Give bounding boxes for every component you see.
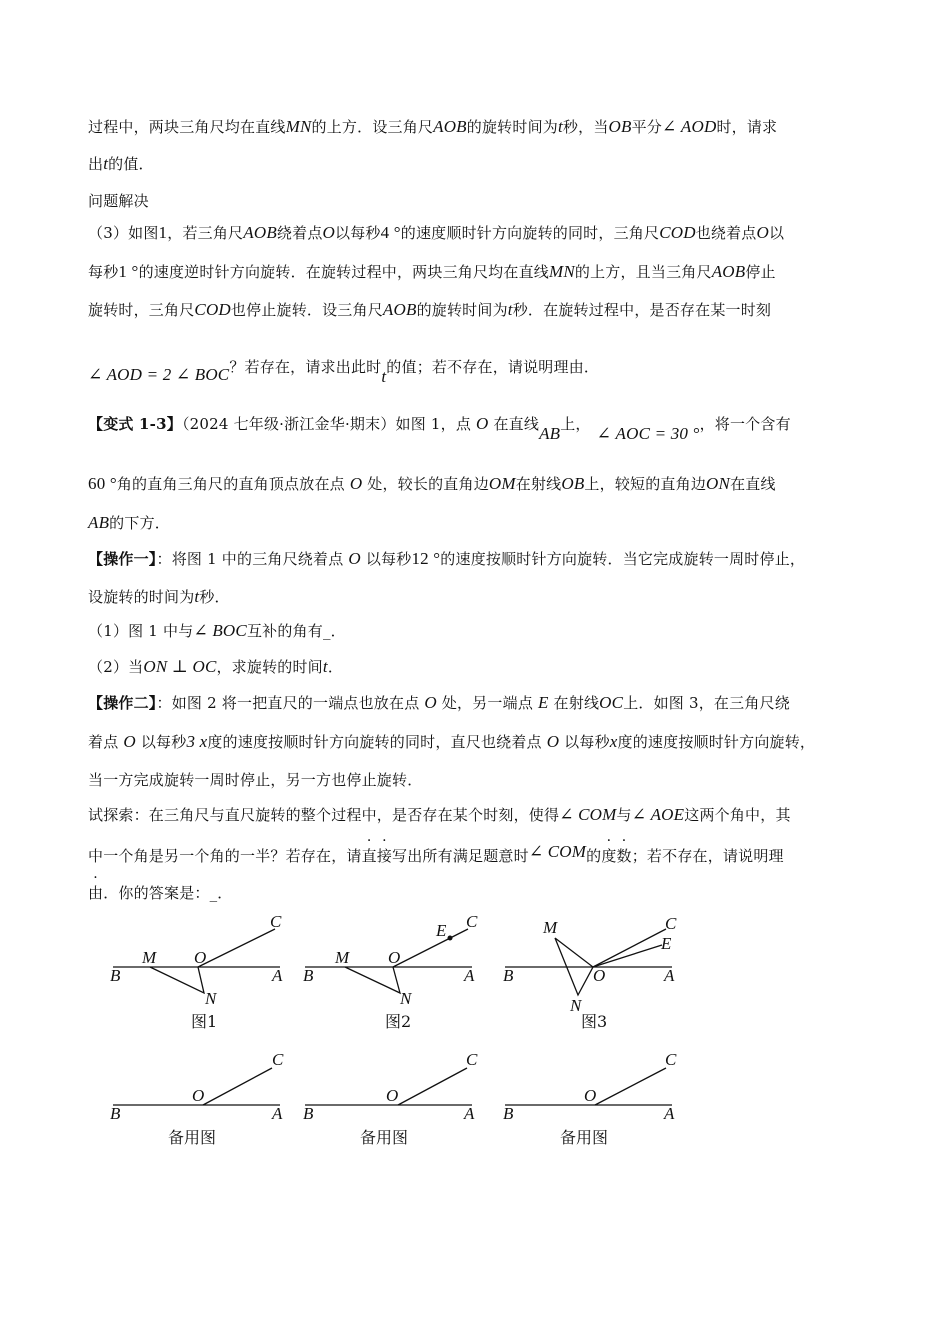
math-degree: 60 ° (88, 474, 117, 493)
caption-figure-3: 图3 (581, 1012, 608, 1031)
operation-tag: 【操作一】 (88, 550, 157, 568)
label-O: O (192, 1086, 205, 1105)
label-N: N (400, 989, 412, 1008)
math-O: O (476, 414, 489, 433)
math-O: O (322, 223, 336, 242)
label-M: M (335, 948, 350, 967)
text: 的上方，且当三角尺 (574, 263, 712, 281)
label-M: M (142, 948, 157, 967)
text: 平分 (631, 118, 662, 136)
text: 的速度按顺时针方向旋转．当它完成旋转一周时停止， (440, 550, 806, 568)
operation-2-line-3: 当一方完成旋转一周时停止，另一方也停止旋转． (88, 771, 423, 789)
text: 处，另一端点 (436, 694, 538, 712)
text: 这两个角中，其 (684, 806, 791, 824)
text: 的上方．设三角尺 (311, 118, 434, 136)
triangle-MON (150, 967, 204, 993)
math-OM: OM (488, 474, 516, 493)
operation-1-line-2 (88, 586, 230, 607)
label-B: B (303, 966, 314, 985)
label-O: O (593, 966, 606, 985)
label-A: A (464, 1104, 475, 1123)
text: 与 (616, 806, 632, 824)
math-degree: 12 ° (411, 549, 441, 568)
math-AB: AB (88, 513, 110, 532)
text: 试探索：在三角尺与直尺旋转的整个过程中，是否存在某个时刻，使得 (88, 806, 560, 824)
label-C: C (270, 912, 282, 931)
text: 写出所有满足题意时 (392, 847, 529, 865)
label-N: N (205, 989, 217, 1008)
math-MN: MN (548, 262, 575, 281)
text: 时，请求 (716, 118, 778, 136)
math-E: E (538, 693, 549, 712)
text: 上．如图 3，在三角尺绕 (623, 694, 790, 712)
math-O: O (756, 223, 769, 242)
question-3-line-2 (88, 261, 776, 282)
text: ？若存在，请求出此时 (229, 358, 382, 376)
text: 的值；若不存在，请说明理由． (386, 358, 600, 376)
math-angle-COM: ∠ COM (528, 842, 587, 861)
sub-question-1 (88, 620, 346, 641)
emphasis-char: 接 (376, 847, 393, 865)
text: 度的速度按顺时针方向旋转， (617, 733, 816, 751)
ray-OC (203, 1068, 272, 1105)
text: ． (327, 658, 344, 676)
text: 以 (768, 224, 785, 242)
text: ．你的答案是：_． (103, 884, 233, 902)
label-A: A (272, 1104, 283, 1123)
math-O: O (349, 474, 363, 493)
label-O: O (388, 948, 401, 967)
spare-figure-1 (110, 1050, 284, 1147)
text: 的值． (108, 155, 154, 173)
text: （2024 七年级·浙江金华·期末）如图 1，点 (181, 415, 476, 433)
point-E (448, 936, 453, 941)
spare-figure-2 (303, 1050, 478, 1147)
label-B: B (110, 1104, 121, 1123)
math-3x: 3 x (186, 732, 208, 751)
text-line-2 (88, 153, 154, 174)
label-C: C (272, 1050, 284, 1069)
variant-line-2 (88, 473, 776, 494)
operation-2-line-1 (88, 692, 790, 713)
math-t: t (103, 154, 109, 173)
ray-OC (198, 929, 275, 967)
math-AB: AB (539, 424, 561, 443)
label-A: A (272, 966, 283, 985)
text: 度的速度按顺时针方向旋转的同时，直尺也绕着点 (207, 733, 547, 751)
text: （2）当 (88, 658, 144, 676)
math-O: O (546, 732, 560, 751)
label-C: C (466, 1050, 478, 1069)
ray-OE (593, 945, 662, 967)
text: 的旋转时间为 (416, 301, 508, 319)
variant-line-3 (88, 512, 170, 533)
text: 过程中，两块三角尺均在直线 (88, 118, 286, 136)
ray-OC (398, 1068, 467, 1105)
operation-tag: 【操作二】 (88, 694, 157, 712)
label-A: A (664, 1104, 675, 1123)
text: 上， (560, 415, 591, 433)
math-t: t (557, 117, 563, 136)
triangle-MON (345, 967, 400, 993)
text: ，求旋转的时间 (216, 658, 323, 676)
label-O: O (584, 1086, 597, 1105)
text: 每秒 (88, 263, 119, 281)
text: 设旋转的时间为 (88, 588, 195, 606)
text: 的下方． (109, 514, 170, 532)
text: 的速度逆时针方向旋转．在旋转过程中，两块三角尺均在直线 (138, 263, 549, 281)
text: 以每秒 (559, 733, 610, 751)
text: 着点 (88, 733, 124, 751)
label-A: A (664, 966, 675, 985)
math-x: x (609, 732, 618, 751)
explore-line-1 (88, 804, 791, 825)
text: 上，较短的直角边 (584, 475, 707, 493)
text: 处，较长的直角边 (362, 475, 489, 493)
text: 旋转时，三角尺 (88, 301, 195, 319)
caption-spare-1: 备用图 (168, 1128, 217, 1147)
label-E: E (436, 921, 447, 940)
caption-figure-1: 图1 (191, 1012, 218, 1031)
text: 在射线 (515, 475, 562, 493)
math-OB: OB (561, 474, 585, 493)
question-3-line-1 (88, 222, 784, 243)
text: 以每秒 (135, 733, 187, 751)
operation-2-line-2 (88, 731, 815, 752)
label-O: O (194, 948, 207, 967)
label-B: B (303, 1104, 314, 1123)
text: 也停止旋转．设三角尺 (230, 301, 383, 319)
variant-tag: 【变式 1-3】 (88, 415, 182, 433)
text: ：将图 1 中的三角尺绕着点 (156, 550, 349, 568)
emphasis-char: 数 (616, 847, 632, 865)
label-E: E (661, 934, 672, 953)
math-O: O (123, 732, 136, 751)
text: 秒． (199, 588, 230, 606)
spare-figure-3 (503, 1050, 677, 1147)
label-N: N (570, 996, 582, 1015)
text: 的速度顺时针方向旋转的同时，三角尺 (400, 224, 660, 242)
text: （1）图 1 中与 (88, 622, 194, 640)
math-t: t (322, 657, 328, 676)
math-COD: COD (659, 223, 696, 242)
figure-3 (503, 914, 677, 1031)
ray-OC (593, 929, 666, 967)
math-t: t (194, 587, 200, 606)
text: ；若不存在，请说明理 (631, 847, 784, 865)
text: 在射线 (548, 694, 600, 712)
text-line-1 (88, 116, 777, 137)
caption-spare-3: 备用图 (560, 1128, 609, 1147)
math-equation: ∠ AOD = 2 ∠ BOC (88, 365, 230, 384)
label-B: B (503, 966, 514, 985)
label-C: C (466, 912, 478, 931)
text: 中一个角是另一个角的一半？若存在，请 (88, 847, 362, 865)
math-O: O (424, 693, 437, 712)
figure-2 (303, 912, 478, 1031)
math-ON: ON (706, 474, 731, 493)
text: 秒，当 (562, 118, 609, 136)
section-heading: 问题解决 (88, 192, 149, 210)
ray-OC (595, 1068, 666, 1105)
figures-panel (100, 905, 700, 1155)
label-B: B (110, 966, 121, 985)
text: ：如图 2 将一把直尺的一端点也放在点 (156, 694, 425, 712)
math-degree: 1 ° (118, 262, 139, 281)
text: 的 (586, 847, 602, 865)
math-OC: OC (599, 693, 624, 712)
text: 停止 (745, 263, 776, 281)
text: 的旋转时间为 (466, 118, 558, 136)
text: 以每秒 (360, 550, 412, 568)
label-C: C (665, 914, 677, 933)
question-3-line-4 (88, 356, 600, 386)
math-AOB: AOB (382, 300, 417, 319)
math-AOB: AOB (711, 262, 746, 281)
operation-1-line-1 (88, 548, 805, 569)
variant-line-1 (88, 413, 791, 443)
label-A: A (464, 966, 475, 985)
math-AOB: AOB (433, 117, 467, 136)
label-B: B (503, 1104, 514, 1123)
caption-figure-2: 图2 (385, 1012, 412, 1031)
math-O: O (348, 549, 361, 568)
caption-spare-2: 备用图 (360, 1128, 409, 1147)
text: 以每秒 (335, 224, 381, 242)
question-3-line-3 (88, 299, 771, 320)
math-AOB: AOB (243, 223, 277, 242)
sub-question-2 (88, 656, 343, 677)
math-OB: OB (608, 117, 632, 136)
math-t: t (381, 367, 387, 386)
emphasis-char: 度 (601, 847, 617, 865)
text: （3）如图 (88, 224, 159, 242)
math-angle-COM: ∠ COM (559, 805, 617, 824)
text: 在直线 (730, 475, 776, 493)
text: ，将一个含有 (699, 415, 791, 433)
label-M: M (543, 918, 558, 937)
explore-line-3 (88, 882, 233, 903)
label-O: O (386, 1086, 399, 1105)
math-t: t (507, 300, 513, 319)
math-perpendicular: ON ⊥ OC (143, 657, 217, 676)
math-degree: 4 ° (380, 223, 401, 242)
label-C: C (665, 1050, 677, 1069)
text: 角的直角三角尺的直角顶点放在点 (116, 475, 350, 493)
text: 秒．在旋转过程中，是否存在某一时刻 (512, 301, 772, 319)
math-angle-BOC: ∠ BOC (193, 621, 247, 640)
math-angle-AOD: ∠ AOD (662, 117, 717, 136)
math-number: 1 (158, 223, 168, 242)
figure-1 (110, 912, 283, 1031)
text: 出 (88, 155, 104, 173)
math-MN: MN (285, 117, 312, 136)
emphasis-char: 由 (88, 884, 104, 902)
text: 绕着点 (276, 224, 323, 242)
text: ，若三角尺 (167, 224, 244, 242)
ray-OC (393, 929, 468, 967)
text: 也绕着点 (695, 224, 757, 242)
text: 在直线 (488, 415, 540, 433)
math-COD: COD (194, 300, 231, 319)
explore-line-2 (88, 842, 784, 866)
math-angle-AOC: ∠ AOC = 30 ° (596, 424, 700, 443)
emphasis-char: 直 (361, 847, 377, 865)
math-angle-AOE: ∠ AOE (631, 805, 685, 824)
text: 互补的角有_． (246, 622, 346, 640)
